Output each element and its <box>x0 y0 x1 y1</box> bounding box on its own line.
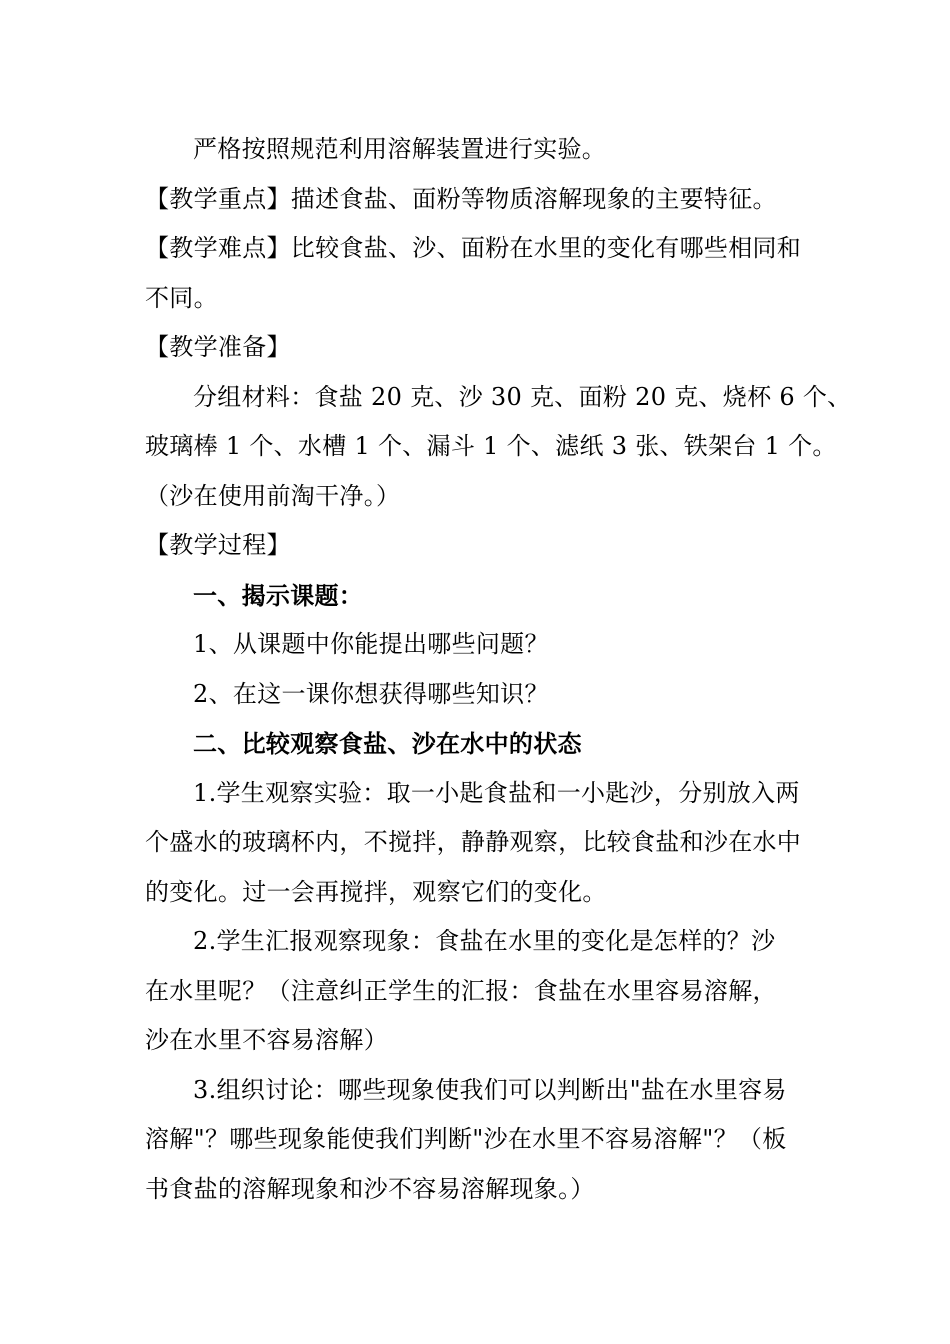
text-line-2: 【教学重点】描述食盐、面粉等物质溶解现象的主要特征。 <box>145 184 777 213</box>
section-heading-process: 【教学过程】 <box>145 531 291 559</box>
text-line-6: 分组材料：食盐 20 克、沙 30 克、面粉 20 克、烧杯 6 个、 <box>193 382 852 411</box>
text-line-17: 2.学生汇报观察现象：食盐在水里的变化是怎样的？沙 <box>193 927 776 955</box>
text-line-18: 在水里呢？（注意纠正学生的汇报：食盐在水里容易溶解， <box>145 976 777 1005</box>
text-line-12: 2、在这一课你想获得哪些知识？ <box>193 679 549 708</box>
text-line-21: 溶解"？哪些现象能使我们判断"沙在水里不容易溶解"？（板 <box>145 1125 787 1153</box>
text-line-20: 3.组织讨论：哪些现象使我们可以判断出"盐在水里容易 <box>193 1075 787 1104</box>
text-line-19: 沙在水里不容易溶解） <box>145 1026 388 1054</box>
subheading-compare-observe: 二、比较观察食盐、沙在水中的状态 <box>193 729 582 758</box>
text-line-14: 1.学生观察实验：取一小匙食盐和一小匙沙，分别放入两 <box>193 778 800 807</box>
text-line-11: 1、从课题中你能提出哪些问题？ <box>193 630 549 658</box>
subheading-reveal-topic: 一、揭示课题： <box>193 580 364 610</box>
text-line-8: （沙在使用前淘干净。） <box>145 481 401 510</box>
document-page <box>145 125 852 1214</box>
text-line-1: 严格按照规范利用溶解装置进行实验。 <box>193 135 607 163</box>
text-line-16: 的变化。过一会再搅拌，观察它们的变化。 <box>145 877 607 906</box>
section-heading-preparation: 【教学准备】 <box>145 333 291 361</box>
text-line-4: 不同。 <box>145 283 218 312</box>
text-line-7: 玻璃棒 1 个、水槽 1 个、漏斗 1 个、滤纸 3 张、铁架台 1 个。 <box>145 432 837 460</box>
text-line-3: 【教学难点】比较食盐、沙、面粉在水里的变化有哪些相同和 <box>145 234 802 262</box>
text-line-22: 书食盐的溶解现象和沙不容易溶解现象。） <box>145 1174 595 1203</box>
text-line-15: 个盛水的玻璃杯内，不搅拌，静静观察，比较食盐和沙在水中 <box>145 828 802 856</box>
